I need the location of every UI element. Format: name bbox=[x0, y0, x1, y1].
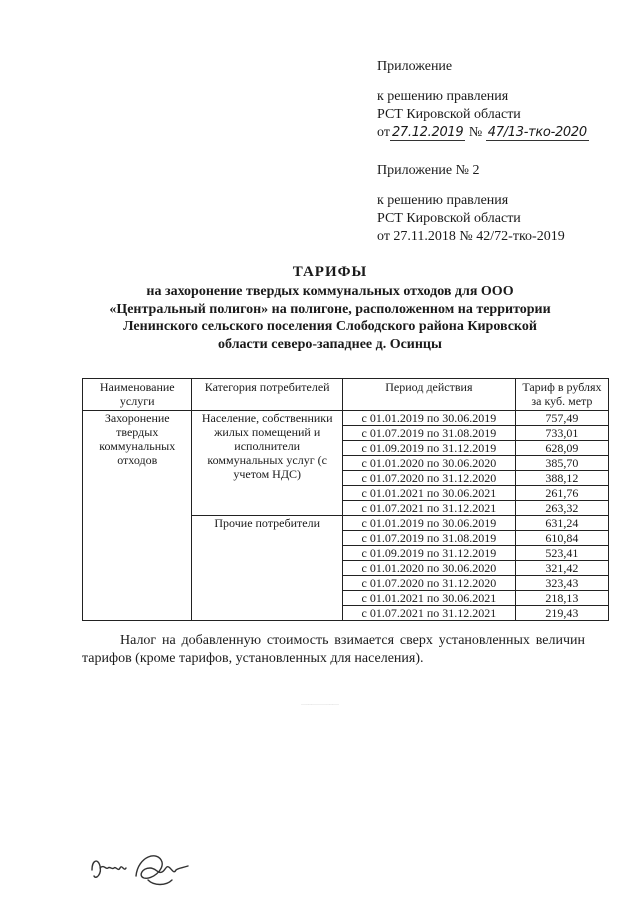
tariffs-table bbox=[82, 378, 609, 621]
document-heading bbox=[80, 264, 580, 353]
handwritten-number: 47/13-тко-2020 bbox=[487, 125, 587, 140]
period-cell: с 01.01.2020 по 30.06.2020 bbox=[342, 561, 515, 576]
period-cell: с 01.07.2020 по 31.12.2020 bbox=[342, 576, 515, 591]
appendix-1-block bbox=[377, 58, 589, 142]
service-name-cell: Захоронение твердых коммунальных отходов bbox=[83, 411, 192, 621]
appendix-2-line3: от 27.11.2018 № 42/72-тко-2019 bbox=[377, 229, 565, 244]
period-cell: с 01.09.2019 по 31.12.2019 bbox=[342, 441, 515, 456]
period-cell: с 01.01.2021 по 30.06.2021 bbox=[342, 486, 515, 501]
price-cell: 261,76 bbox=[515, 486, 608, 501]
price-cell: 219,43 bbox=[515, 606, 608, 621]
period-cell: с 01.01.2019 по 30.06.2019 bbox=[342, 516, 515, 531]
price-cell: 757,49 bbox=[515, 411, 608, 426]
heading-sub-3: Ленинского сельского поселения Слободского района Кировской bbox=[123, 319, 537, 334]
appendix-1-line1: к решению правления bbox=[377, 89, 509, 104]
footer-tiny-text: ........................................ bbox=[300, 702, 340, 706]
appendix-2-block bbox=[377, 162, 565, 246]
appendix-2-line2: РСТ Кировской области bbox=[377, 211, 521, 226]
price-cell: 323,43 bbox=[515, 576, 608, 591]
period-cell: с 01.07.2019 по 31.08.2019 bbox=[342, 426, 515, 441]
category-cell: Прочие потребители bbox=[192, 516, 342, 621]
header-period: Период действия bbox=[342, 379, 515, 411]
price-cell: 263,32 bbox=[515, 501, 608, 516]
price-cell: 523,41 bbox=[515, 546, 608, 561]
appendix-1-date-line bbox=[377, 124, 589, 142]
period-cell: с 01.07.2021 по 31.12.2021 bbox=[342, 501, 515, 516]
appendix-1-number-prefix: № bbox=[468, 125, 483, 140]
heading-sub-2: «Центральный полигон» на полигоне, расположенном на территории bbox=[109, 301, 551, 317]
period-cell: с 01.01.2020 по 30.06.2020 bbox=[342, 456, 515, 471]
appendix-1-line2: РСТ Кировской области bbox=[377, 107, 521, 122]
price-cell: 385,70 bbox=[515, 456, 608, 471]
price-cell: 218,13 bbox=[515, 591, 608, 606]
period-cell: с 01.01.2021 по 30.06.2021 bbox=[342, 591, 515, 606]
handwritten-date: 27.12.2019 bbox=[391, 125, 464, 140]
period-cell: с 01.09.2019 по 31.12.2019 bbox=[342, 546, 515, 561]
period-cell: с 01.01.2019 по 30.06.2019 bbox=[342, 411, 515, 426]
header-category: Категория потребителей bbox=[192, 379, 342, 411]
heading-sub-1: на захоронение твердых коммунальных отходов для ООО bbox=[146, 284, 514, 299]
table-header-row bbox=[83, 379, 609, 411]
table-body bbox=[83, 411, 609, 621]
appendix-1-from-prefix: от bbox=[377, 125, 390, 140]
price-cell: 610,84 bbox=[515, 531, 608, 546]
period-cell: с 01.07.2021 по 31.12.2021 bbox=[342, 606, 515, 621]
period-cell: с 01.07.2019 по 31.08.2019 bbox=[342, 531, 515, 546]
heading-main: ТАРИФЫ bbox=[292, 264, 368, 280]
price-cell: 321,42 bbox=[515, 561, 608, 576]
tax-note bbox=[82, 632, 585, 668]
header-price: Тариф в рублях за куб. метр bbox=[515, 379, 608, 411]
appendix-1-title: Приложение bbox=[377, 59, 453, 74]
appendix-2-title: Приложение № 2 bbox=[377, 163, 480, 178]
handwritten-signature-icon bbox=[88, 846, 218, 895]
header-service: Наименование услуги bbox=[83, 379, 192, 411]
price-cell: 631,24 bbox=[515, 516, 608, 531]
price-cell: 628,09 bbox=[515, 441, 608, 456]
price-cell: 733,01 bbox=[515, 426, 608, 441]
tax-note-text: Налог на добавленную стоимость взимается сверх установленных величин тарифов (кроме тарифов, установленных для населения). bbox=[82, 633, 585, 666]
appendix-2-line1: к решению правления bbox=[377, 193, 509, 208]
period-cell: с 01.07.2020 по 31.12.2020 bbox=[342, 471, 515, 486]
table-row bbox=[83, 411, 609, 426]
category-cell: Население, собственники жилых помещений и исполнители коммунальных услуг (с учетом НДС) bbox=[192, 411, 342, 516]
price-cell: 388,12 bbox=[515, 471, 608, 486]
heading-sub-4: области северо-западнее д. Осинцы bbox=[218, 336, 442, 352]
